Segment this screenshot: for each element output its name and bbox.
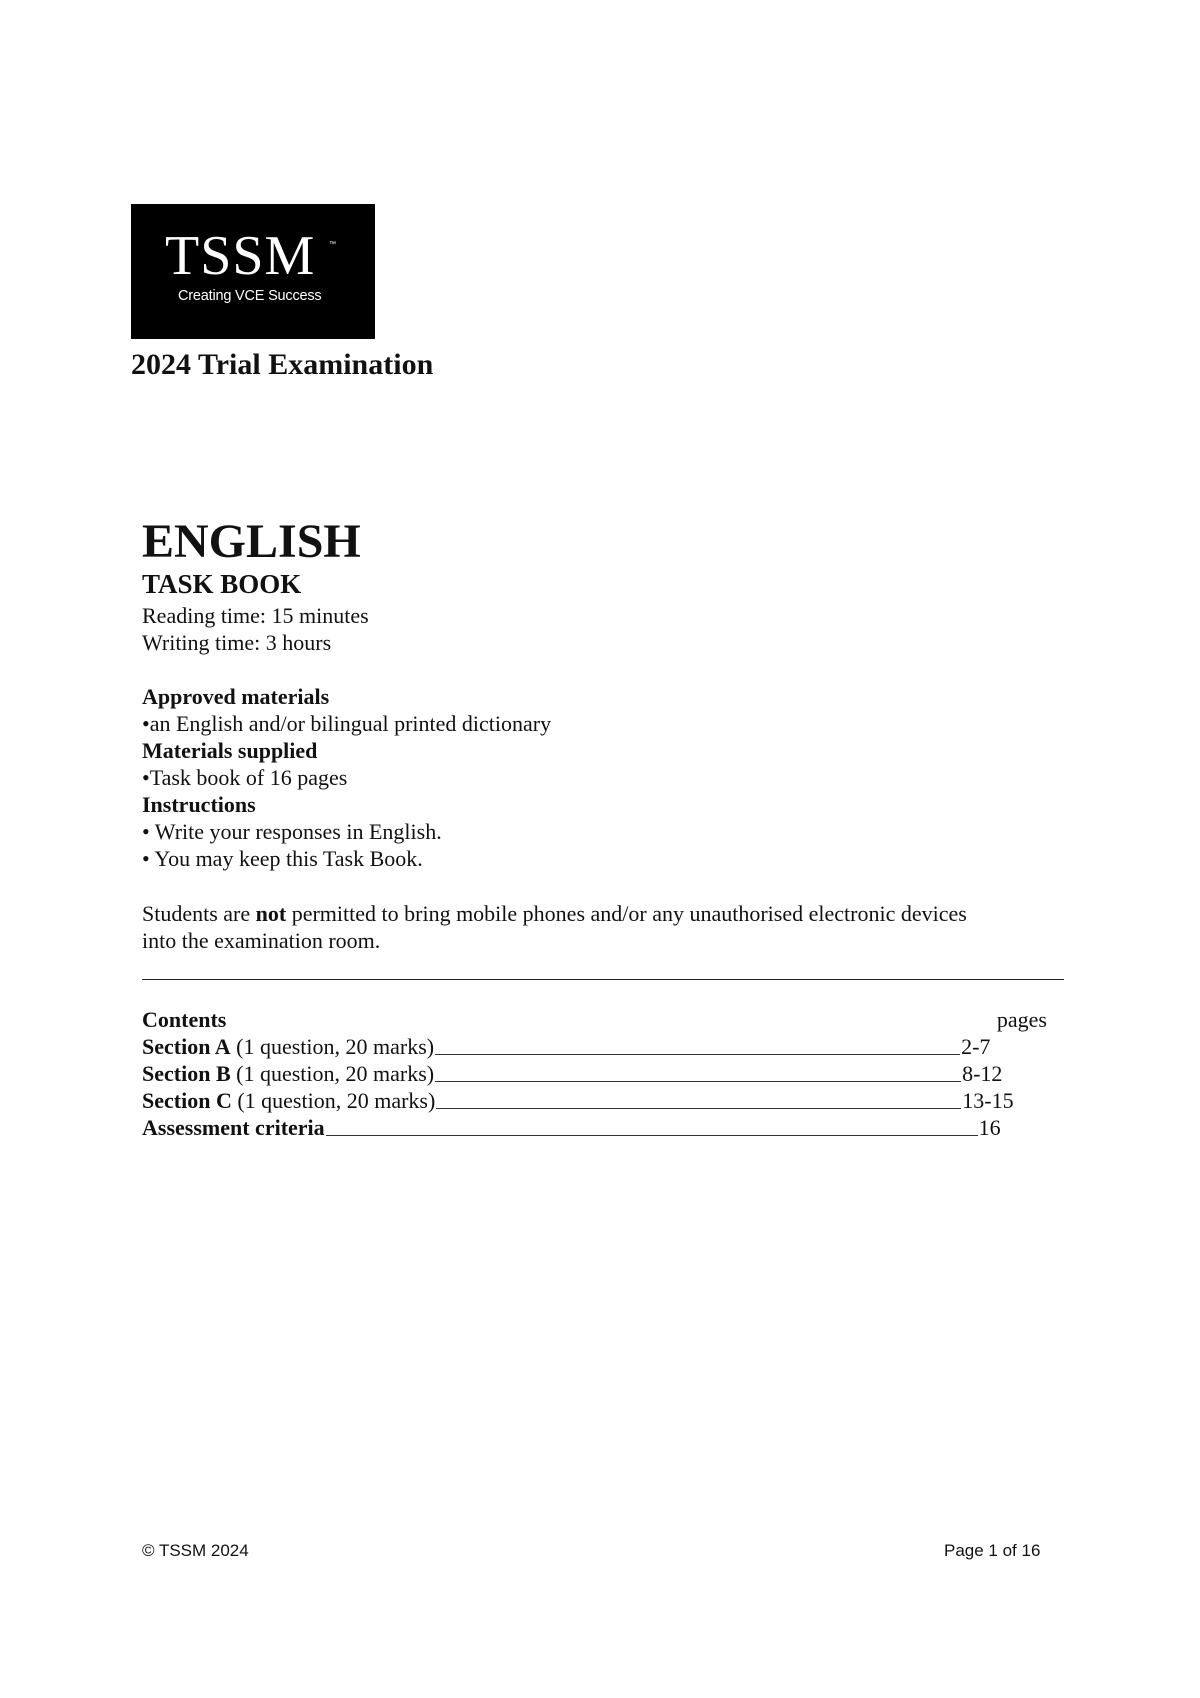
contents-row [142,1060,1047,1087]
contents-row-detail: (1 question, 20 marks) [231,1088,436,1113]
contents-row [142,1114,1047,1141]
contents-row [142,1087,1047,1114]
book-type: TASK BOOK [142,569,302,599]
notice-line-2: into the examination room. [142,928,381,953]
dotted-leader [435,1054,960,1055]
tssm-logo [131,204,375,339]
contents-row-label: Assessment criteria [142,1115,325,1140]
writing-time: Writing time: 3 hours [142,630,332,655]
contents-row-pages: 2-7 [961,1034,991,1059]
logo-tagline: Creating VCE Success [178,288,322,304]
timing-block [142,602,1062,656]
logo-wordmark: TSSM [165,225,316,287]
pages-heading: pages [996,1007,1047,1032]
contents-header-row [142,1006,1047,1033]
notice-line-1 [142,900,1062,927]
contents-heading: Contents [142,1007,227,1032]
reading-time: Reading time: 15 minutes [142,603,369,628]
dotted-leader [436,1108,961,1109]
exam-title: 2024 Trial Examination [131,348,434,381]
contents-table [142,1006,1047,1141]
notice-text: Students are [142,901,256,926]
contents-row [142,1033,1047,1060]
contents-row-pages: 16 [978,1115,1001,1140]
footer-page-number: Page 1 of 16 [944,1541,1041,1560]
instructions-heading: Instructions [142,792,256,817]
contents-row-label: Section B [142,1061,231,1086]
instruction-item: • You may keep this Task Book. [142,846,423,871]
dotted-leader [435,1081,961,1082]
materials-supplied-heading: Materials supplied [142,738,318,763]
device-notice [142,900,1062,954]
approved-materials-heading: Approved materials [142,684,330,709]
notice-text: permitted to bring mobile phones and/or any unauthorised electronic devices [286,901,967,926]
contents-row-label: Section A [142,1034,231,1059]
notice-emphasis: not [255,901,287,926]
materials-block [142,683,1062,872]
instruction-item: • Write your responses in English. [142,819,442,844]
materials-supplied-item: •Task book of 16 pages [142,765,348,790]
subject-title: ENGLISH [142,515,361,568]
contents-row-detail: (1 question, 20 marks) [230,1034,435,1059]
contents-row-pages: 8-12 [962,1061,1003,1086]
logo-trademark: ™ [329,241,336,248]
contents-row-detail: (1 question, 20 marks) [230,1061,435,1086]
contents-row-label: Section C [142,1088,232,1113]
approved-materials-item: •an English and/or bilingual printed dictionary [142,711,552,736]
contents-row-pages: 13-15 [962,1088,1014,1113]
dotted-leader [326,1135,978,1136]
footer-copyright: © TSSM 2024 [142,1541,249,1560]
divider [142,979,1064,980]
